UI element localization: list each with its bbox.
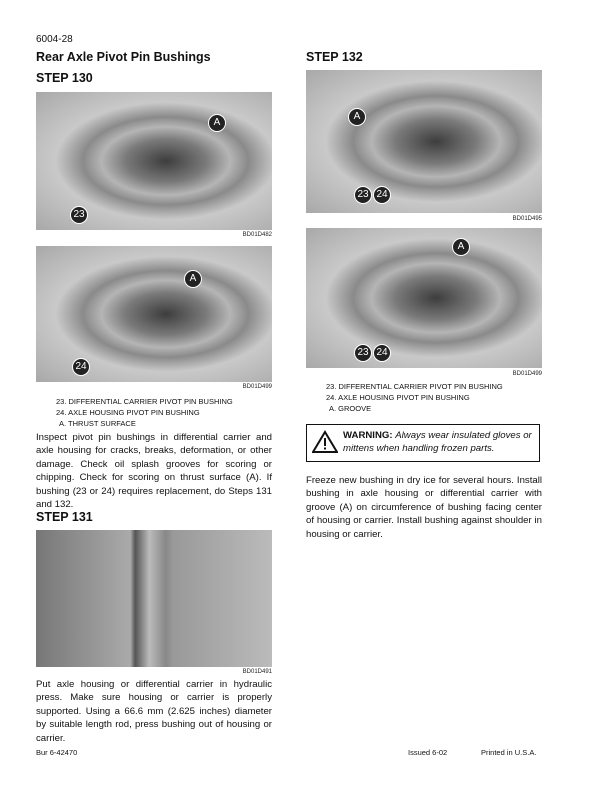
footer-issued: Issued 6-02: [408, 748, 448, 757]
callout-24: 24: [373, 186, 391, 204]
callout-a: A: [184, 270, 202, 288]
callout-23: 23: [354, 344, 372, 362]
legend-item: 24. AXLE HOUSING PIVOT PIN BUSHING: [56, 408, 200, 417]
callout-a: A: [348, 108, 366, 126]
step-132-photo-1: [306, 70, 542, 213]
photo-caption: BD01D482: [242, 232, 272, 238]
footer-printed: Printed in U.S.A.: [481, 748, 537, 757]
callout-23: 23: [70, 206, 88, 224]
callout-23: 23: [354, 186, 372, 204]
page-number: 6004-28: [36, 34, 73, 45]
callout-a: A: [452, 238, 470, 256]
step-132-text: Freeze new bushing in dry ice for several hours. Install bushing in axle housing or differential carrier with groove (A) on circumference of bushing facing center of housing or carrier. Install bushing against shoulder in housing or carrier.: [306, 475, 542, 540]
footer-publication: Bur 6-42470: [36, 748, 78, 757]
section-title: Rear Axle Pivot Pin Bushings: [36, 50, 211, 64]
step-130-text: Inspect pivot pin bushings in differential carrier and axle housing for cracks, breaks, deformation, or other damage. Check oil splash grooves for scoring or chipping. Check for scoring on thrust surface (A). If bushing (23 or 24) requires replacement, do Steps 131 and 132.: [36, 432, 272, 511]
step-132-photo-2: [306, 228, 542, 368]
photo-caption: BD01D495: [512, 216, 542, 222]
legend-item: 24. AXLE HOUSING PIVOT PIN BUSHING: [326, 393, 470, 402]
step-131-text: Put axle housing or differential carrier in hydraulic press. Make sure housing or carrier is properly supported. Using a 66.6 mm (2.625 inches) diameter by suitable length rod, press bushing out of housing or carrier.: [36, 679, 272, 744]
callout-24: 24: [373, 344, 391, 362]
step-130-legend: [56, 396, 233, 429]
warning-text: Always wear insulated gloves or mittens when handling frozen parts.: [343, 430, 532, 454]
photo-caption: BD01D499: [512, 371, 542, 377]
warning-box: [306, 424, 540, 462]
step-130-photo-2: [36, 246, 272, 382]
warning-label: WARNING:: [343, 430, 393, 441]
legend-item: A. THRUST SURFACE: [59, 419, 136, 428]
callout-24: 24: [72, 358, 90, 376]
photo-caption: BD01D491: [242, 669, 272, 675]
step-132-title: STEP 132: [306, 50, 363, 64]
legend-item: 23. DIFFERENTIAL CARRIER PIVOT PIN BUSHING: [56, 397, 233, 406]
step-131-title: STEP 131: [36, 510, 93, 524]
legend-item: 23. DIFFERENTIAL CARRIER PIVOT PIN BUSHING: [326, 382, 503, 391]
step-132-legend: [326, 381, 503, 414]
step-130-title: STEP 130: [36, 71, 93, 85]
callout-a: A: [208, 114, 226, 132]
photo-caption: BD01D499: [242, 384, 272, 390]
warning-triangle-icon: [312, 430, 338, 454]
legend-item: A. GROOVE: [329, 404, 372, 413]
step-131-photo: [36, 530, 272, 667]
step-130-photo-1: [36, 92, 272, 230]
